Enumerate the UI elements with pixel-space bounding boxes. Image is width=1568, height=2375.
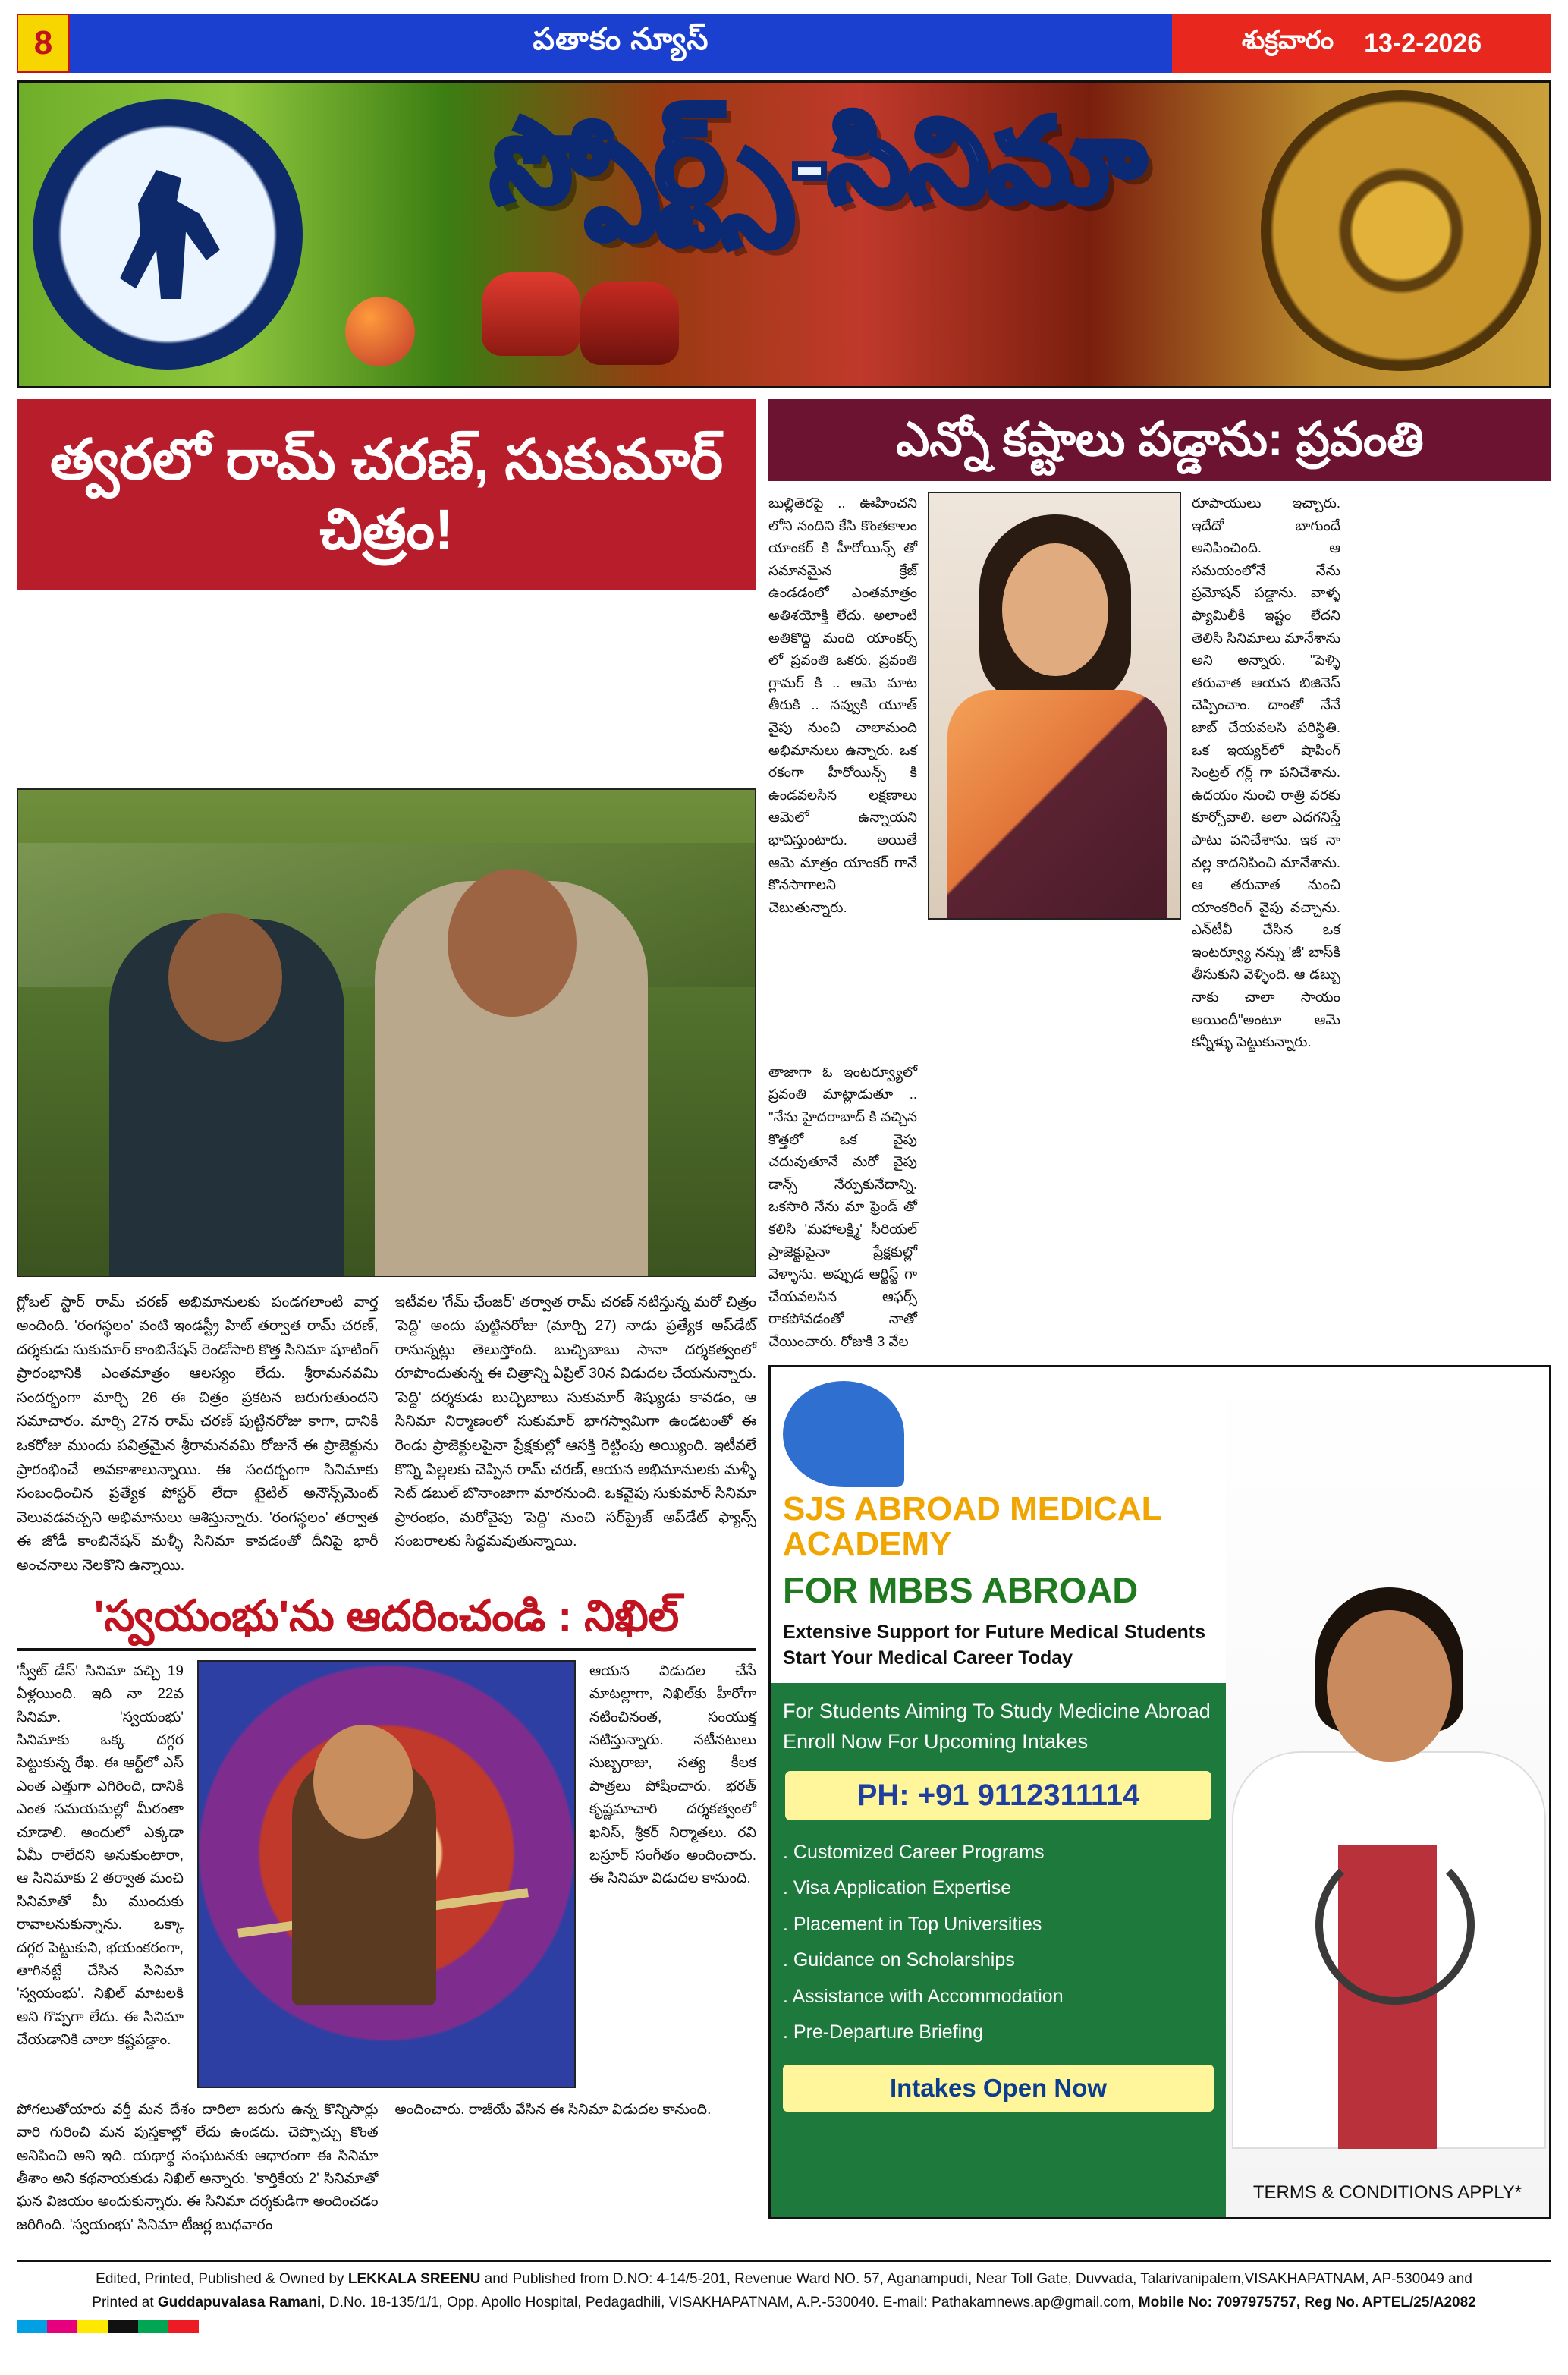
footer-mobile: Mobile No: 7097975757, Reg No. APTEL/25/A2082 [1138,2294,1476,2311]
ad-bullet: . Assistance with Accommodation [783,1985,1064,2007]
basketball-icon [345,297,415,366]
ad-terms: TERMS & CONDITIONS APPLY* [1252,2182,1522,2203]
weekday-label: శుక్రవారం [1241,25,1334,55]
boxing-glove-icon-2 [580,282,679,365]
footer-printed-at: Printed at [92,2294,158,2311]
footer-post: and Published from D.NO: 4-14/5-201, Revenue Ward NO. 57, Aganampudi, Near Toll Gate, Duvvada, Talarivanipalem,VISAKHAPATNAM, AP-530049 and [480,2271,1472,2288]
paper-title: పతాకం న్యూస్ [70,14,1172,73]
ad-bullet: . Pre-Departure Briefing [783,2021,984,2043]
left-column-body [17,778,756,2238]
interview-col-2: తాజాగా ఓ ఇంటర్వ్యూలో ప్రవంతి మాట్లాడుతూ .. "నేను హైదరాబాద్ కి వచ్చిన కొత్తలో ఒక వైపు చదువుతూనే మరో వైపు డాన్స్ నేర్పుకునేదాన్ని. ఒకసారి నేను మా ఫ్రెండ్ తో కలిసి 'మహాలక్ష్మి' సీరియల్ ప్రాజెక్టుపైనా ప్రేక్షకుల్లో వెళ్ళాను. అప్పుడ ఆర్టిస్ట్ గా చేయవలసిన ఆఫర్స్ రాకపోవడంతో నాతో చేయించారు. రోజుకి 3 వేల [768,1063,917,1349]
cricket-batsman-icon [33,99,303,370]
ad-left-panel [771,1367,1226,2217]
third-story-bottom [17,2099,756,2237]
third-story [17,1660,756,2088]
third-story-left-text: 'స్వీట్ డేస్' సినిమా వచ్చి 19 ఏళ్లయింది. ఇది నా 22వ సినిమా. 'స్వయంభు' సినిమాకు ఒక్క దగ్గర పెట్టుకున్న రేఖ. ఈ ఆర్ట్‌లో ఎస్ ఎంత ఎత్తుగా ఎగిరింది, దానికి ఎంత సమయమల్లో మీరంతా చూడాలి. అందులో ఎక్కడా ఏమీ రాలేదని అనుకుంటారా, ఆ సినిమాకు 2 తర్వాత మంచి సినిమాతో మీ ముందుకు రావాలనుకున్నాను. ఒక్కా దగ్గర పెట్టుకుని, భయంకరంగా, తాగినట్టే చేసిన సినిమా 'స్వయంభు'. నిఖిల్ మాటలకి అని గొప్పగా లేదు. ఈ సినిమా చేయడానికి చాలా కష్టపడ్డాం. [17,1662,184,2049]
ad-bullet: . Placement in Top Universities [783,1913,1042,1935]
headline-left: త్వరలో రామ్ చరణ్, సుకుమార్ చిత్రం! [17,399,756,590]
footer-pre: Edited, Printed, Published & Owned by [96,2271,348,2288]
footer-line-2 [17,2292,1551,2314]
ad-bullet: . Guidance on Scholarships [783,1949,1015,1971]
third-story-bottom-right: అందించారు. రాజీయే వేసిన ఈ సినిమా విడుదల కానుంది. [394,2101,712,2118]
ad-green-panel [771,1683,1226,2216]
ramcharan-sukumar-photo [17,788,756,1277]
section-banner [17,80,1551,388]
footer-printer: Guddapuvalasa Ramani [157,2294,322,2311]
ad-title-1: SJS ABROAD MEDICAL ACADEMY [783,1489,1161,1562]
left-story [17,1291,756,1578]
headline-right: ఎన్నో కష్టాలు పడ్డాను: ప్రవంతి [768,399,1551,481]
ad-bullet-list [783,1835,1214,2051]
masthead [17,14,1551,73]
ad-phone[interactable]: PH: +91 9112311114 [783,1769,1214,1823]
stethoscope-icon [1315,1845,1475,2005]
date-label: 13-2-2026 [1364,28,1482,58]
intakes-open-button[interactable]: Intakes Open Now [783,2065,1214,2112]
interview-block [768,492,1551,1053]
masthead-date [1172,14,1551,73]
female-doctor-photo [1224,1527,1551,2149]
boxing-glove-icon [482,272,580,356]
swayambhu-movie-still [197,1660,576,2088]
ad-title-2: FOR MBBS ABROAD [783,1569,1139,1610]
footer-address: , D.No. 18-135/1/1, Opp. Apollo Hospital, Pedagadhili, VISAKHAPATNAM, A.P.-530040. E-mail: Pathakamnews.ap@gmail.com, [321,2294,1139,2311]
left-story-col-2: ఇటీవల 'గేమ్ ఛేంజర్' తర్వాత రామ్ చరణ్ నటిస్తున్న మరో చిత్రం 'పెద్ది' అందు పుట్టినరోజు (మార్చి 27) నాడు ప్రత్యేక అప్‌డేట్ రానున్నట్లు తెలుస్తోంది. బుచ్చిబాబు సానా దర్శకత్వంలో రూపొందుతున్న ఈ చిత్రాన్ని ఏప్రిల్ 30న విడుదల చేయనున్నారు. 'పెద్ది' దర్శకుడు బుచ్చిబాబు సుకుమార్ శిష్యుడు కావడం, ఆ సినిమా నిర్మాణంలో సుకుమార్ భాగస్వామిగా ఉండటంతో ఈ రెండు ప్రాజెక్టులపైనా ప్రేక్షకుల్లో ఆసక్తి రెట్టింపు అయ్యింది. ఇటీవలే కొన్ని పిల్లలకు చెప్పిన రామ్ చరణ్, ఆయన అభిమానులకు మళ్ళీ సెట్ డబుల్ బొనాంజాగా మారనుంది. ఒకవైపు సుకుమార్ సినిమా ప్రారంభం, మరోవైపు 'పెద్ది' నుంచి సర్‌ప్రైజ్ అప్‌డేట్ ఫ్యాన్స్ సంబరాలకు సిద్ధమవుతున్నాయి. [394,1293,756,1550]
divider [17,1648,756,1651]
registration-color-bar [17,2320,199,2333]
ad-bullet: . Visa Application Expertise [783,1877,1012,1899]
footer-line-1 [17,2268,1551,2291]
banner-title: స్పోర్ట్స్-సినిమా [491,97,1145,225]
speech-bubble-icon [783,1381,904,1487]
third-story-bottom-left: పోగలుతోయారు వర్తీ మన దేశం దారిలా జరుగు ఉన్న కొన్నిసార్లు వారి గురించి మన పుస్తకాల్లో లేదు ఉండదు. చెప్పొచ్చు కొంత అనిపించి అని ఇది. యథార్థ సంఘటనకు ఆధారంగా ఈ సినిమా తీశాం అని కథనాయకుడు నిఖిల్ అన్నారు. 'కార్తికేయ 2' సినిమాతో ఘన విజయం అందుకున్నారు. ఈ సినిమా దర్శకుడిగా అందించడం జరిగింది. 'స్వయంభు' సినిమా టీజర్ల బుధవారం [17,2101,379,2233]
pravanthi-portrait [928,492,1181,920]
page-number: 8 [17,14,70,73]
third-story-right-text: ఆయన విడుదల చేసే మాటల్లాగా, నిఖిల్‌కు హీరోగా నటించినంత, సంయుక్త నటిస్తున్నారు. నటీనటులు సుబ్బరాజు, సత్య కీలక పాత్రలు పోషించారు. భరత్ కృష్ణమాచారి దర్శకత్వంలో ఖనిస్, శ్రీకర్ నిర్మాతలు. రవి బస్రూర్ సంగీతం అందించారు. ఈ సినిమా విడుదల కానుంది. [589,1662,756,1887]
footer-owner: LEKKALA SREENU [347,2271,481,2288]
ad-right-panel [1226,1367,1549,2217]
headline-third: 'స్వయంభు'ను ఆదరించండి : నిఖిల్ [93,1591,680,1640]
interview-col-3: రూపాయులు ఇచ్చారు. ఇదేదో బాగుందే అనిపించింది. ఆ సమయంలోనే నేను ప్రమోషన్ పడ్డాను. వాళ్ళ ఫ్యామిలీకి ఇష్టం లేదని తెలిసి సినిమాలు మానేశాను అని అన్నారు. "పెళ్ళి తరువాత ఆయన బిజినెస్ చెప్పించాం. దాంతో నేనే జాబ్ చేయవలసి పరిస్థితి. ఒక ఇయ్యర్‌లో షాపింగ్ సెంట్రల్ గర్ల్ గా పనిచేశాను. ఉదయం నుంచి రాత్రి వరకు కూర్చోవాలి. అలా ఎదగనిస్తే పాటు పనిచేశాను. ఇక నా వల్ల కాదనిపించి మానేశాను. ఆ తరువాత నుంచి యాంకరింగ్ వైపు వచ్చాను. ఎన్‌టీవీ చేసిన ఒక ఇంటర్వ్యూ నన్ను 'జీ' బాస్‌కి తీసుకుని వెళ్ళింది. ఆ డబ్బు నాకు చాలా సాయం అయిందీ"అంటూ ఆమె కన్నీళ్ళు పెట్టుకున్నారు. [1192,495,1340,1050]
left-story-col-1: గ్లోబల్ స్టార్ రామ్ చరణ్ అభిమానులకు పండగలాంటి వార్త అందింది. 'రంగస్థలం' వంటి ఇండస్ట్రీ హిట్ తర్వాత రామ్ చరణ్, దర్శకుడు సుకుమార్ కాంబినేషన్ రెండోసారి కొత్త సినిమా షూటింగ్ ప్రారంభానికి ఎంతమాత్రం ఆలస్యం లేదు. శ్రీరామనవమి సందర్భంగా మార్చి 26 ఈ చిత్రం ప్రకటన జరుగుతుందని సమాచారం. మార్చి 27న రామ్ చరణ్ పుట్టినరోజు కాగా, దానికి ఒకరోజు ముందు పవిత్రమైన శ్రీరామనవమి రోజునే ఈ ప్రాజెక్టును ప్రారంభించే అవకాశాలున్నాయి. ఈ సందర్భంగా సినిమాకు సంబంధించిన ప్రత్యేక పోస్టర్ లేదా టైటిల్ అనౌన్స్‌మెంట్ వెలువడవచ్చని అభిమానులు ఆశిస్తున్నారు. 'రంగస్థలం' తర్వాత ఈ జోడీ కాంబినేషన్ మళ్ళీ సినిమా కావడంతో దీనిపై భారీ అంచనాలు నెలకొని ఉన్నాయి. [17,1293,379,1574]
ad-subtitle: Extensive Support for Future Medical Students Start Your Medical Career Today [783,1621,1206,1669]
ad-lead-text: For Students Aiming To Study Medicine Abroad Enroll Now For Upcoming Intakes [783,1700,1211,1753]
advertisement[interactable] [768,1365,1551,2219]
ad-bullet: . Customized Career Programs [783,1841,1045,1863]
footer [17,2260,1551,2333]
interview-col-1: బుల్లితెరపై .. ఊహించని లోని నందిని కేసి కొంతకాలం యాంకర్ కి హీరోయిన్స్ తో సమానమైన క్రేజ్ ఉండడంలో ఎంతమాత్రం అతిశయోక్తి లేదు. అలాంటి అతికొద్ది మంది యాంకర్స్ లో ప్రవంతి ఒకరు. ప్రవంతి గ్లామర్ కి .. ఆమె మాట తీరుకి .. నవ్వుకి యూత్ వైపు నుంచి చాలామంది అభిమానులు ఉన్నారు. ఒక రకంగా హీరోయిన్స్ కి ఉండవలసిన లక్షణాలు ఆమెలో ఉన్నాయని భావిస్తుంటారు. అయితే ఆమె మాత్రం యాంకర్ గానే కొనసాగాలని చెబుతున్నారు. [768,495,917,915]
